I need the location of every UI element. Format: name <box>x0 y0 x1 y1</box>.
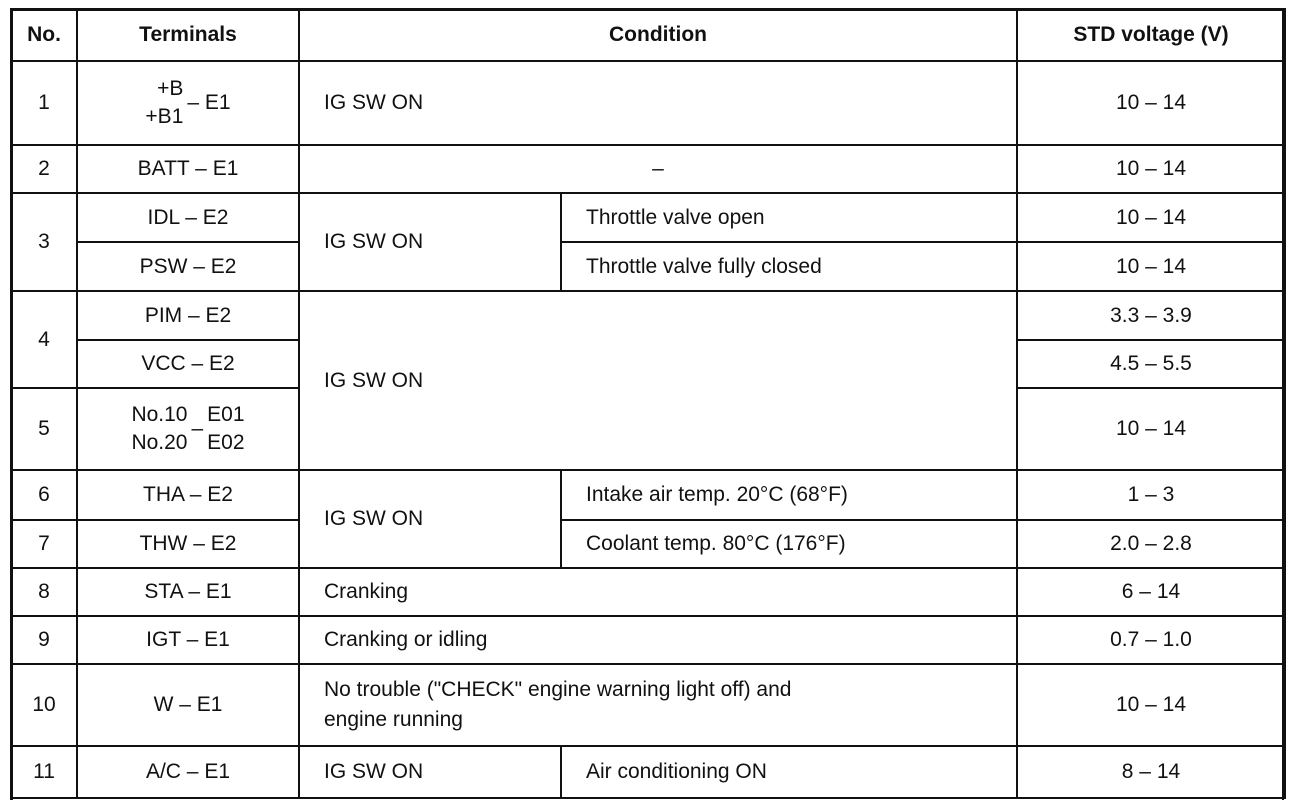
condition-cell: IG SW ON <box>299 193 561 291</box>
row-number: 11 <box>11 746 77 798</box>
condition-line-1: No trouble ("CHECK" engine warning light off) and <box>324 678 792 701</box>
condition-cell: IG SW ON <box>299 470 561 568</box>
table-row <box>11 145 1285 193</box>
terminals-cell: THA – E2 <box>77 470 299 520</box>
terminals-cell: STA – E1 <box>77 568 299 616</box>
table-row <box>11 61 1285 145</box>
voltage-cell: 10 – 14 <box>1017 61 1285 145</box>
condition-cell <box>299 664 1017 746</box>
voltage-cell: 6 – 14 <box>1017 568 1285 616</box>
terminal-bottom: No.20 <box>131 431 188 454</box>
terminals-cell: VCC – E2 <box>77 340 299 388</box>
voltage-cell: 8 – 14 <box>1017 746 1285 798</box>
terminals-cell: A/C – E1 <box>77 746 299 798</box>
header-condition: Condition <box>299 9 1017 61</box>
table-row <box>11 242 1285 291</box>
header-no: No. <box>11 9 77 61</box>
voltage-cell: 4.5 – 5.5 <box>1017 340 1285 388</box>
voltage-cell: 10 – 14 <box>1017 145 1285 193</box>
sub-condition-cell: Throttle valve open <box>561 193 1017 242</box>
terminals-cell: IGT – E1 <box>77 616 299 664</box>
voltage-cell: 10 – 14 <box>1017 664 1285 746</box>
terminal-ground-top: E01 <box>207 403 245 426</box>
terminal-stack <box>131 401 187 457</box>
terminals-cell: IDL – E2 <box>77 193 299 242</box>
voltage-cell: 10 – 14 <box>1017 242 1285 291</box>
condition-cell: Cranking or idling <box>299 616 1017 664</box>
terminal-bottom: +B1 <box>145 105 184 128</box>
table-row <box>11 470 1285 520</box>
condition-cell: Cranking <box>299 568 1017 616</box>
terminals-cell <box>77 61 299 145</box>
row-number: 5 <box>11 388 77 470</box>
terminal-top: +B <box>157 77 184 100</box>
table-row <box>11 291 1285 340</box>
header-terminals: Terminals <box>77 9 299 61</box>
table-row <box>11 746 1285 798</box>
row-number: 10 <box>11 664 77 746</box>
voltage-cell: 10 – 14 <box>1017 193 1285 242</box>
row-number: 4 <box>11 291 77 388</box>
terminals-cell: PIM – E2 <box>77 291 299 340</box>
sub-condition-cell: Coolant temp. 80°C (176°F) <box>561 520 1017 568</box>
table-row <box>11 520 1285 568</box>
terminals-cell: W – E1 <box>77 664 299 746</box>
condition-line-2: engine running <box>324 708 463 731</box>
voltage-cell: 10 – 14 <box>1017 388 1285 470</box>
terminals-cell: BATT – E1 <box>77 145 299 193</box>
table-row <box>11 664 1285 746</box>
voltage-cell: 1 – 3 <box>1017 470 1285 520</box>
terminals-cell: THW – E2 <box>77 520 299 568</box>
row-number: 1 <box>11 61 77 145</box>
row-number: 2 <box>11 145 77 193</box>
terminal-suffix: – E1 <box>187 91 231 114</box>
table-header-row <box>11 9 1285 61</box>
voltage-cell: 0.7 – 1.0 <box>1017 616 1285 664</box>
row-number: 6 <box>11 470 77 520</box>
sub-condition-cell: Throttle valve fully closed <box>561 242 1017 291</box>
terminal-stack <box>145 75 183 131</box>
condition-cell: – <box>299 145 1017 193</box>
table-row <box>11 568 1285 616</box>
voltage-cell: 2.0 – 2.8 <box>1017 520 1285 568</box>
terminal-ground-stack <box>207 401 244 457</box>
sub-condition-cell: Air conditioning ON <box>561 746 1017 798</box>
terminal-voltage-table <box>10 8 1286 799</box>
sub-condition-cell: Intake air temp. 20°C (68°F) <box>561 470 1017 520</box>
row-number: 3 <box>11 193 77 291</box>
condition-cell: IG SW ON <box>299 291 1017 470</box>
table-row <box>11 193 1285 242</box>
header-std-voltage: STD voltage (V) <box>1017 9 1285 61</box>
voltage-cell: 3.3 – 3.9 <box>1017 291 1285 340</box>
row-number: 8 <box>11 568 77 616</box>
condition-cell: IG SW ON <box>299 61 1017 145</box>
terminal-ground-bottom: E02 <box>207 431 245 454</box>
row-number: 9 <box>11 616 77 664</box>
terminal-dash: – <box>191 417 204 440</box>
terminals-cell <box>77 388 299 470</box>
terminal-top: No.10 <box>131 403 188 426</box>
condition-cell: IG SW ON <box>299 746 561 798</box>
row-number: 7 <box>11 520 77 568</box>
terminals-cell: PSW – E2 <box>77 242 299 291</box>
table-row <box>11 616 1285 664</box>
